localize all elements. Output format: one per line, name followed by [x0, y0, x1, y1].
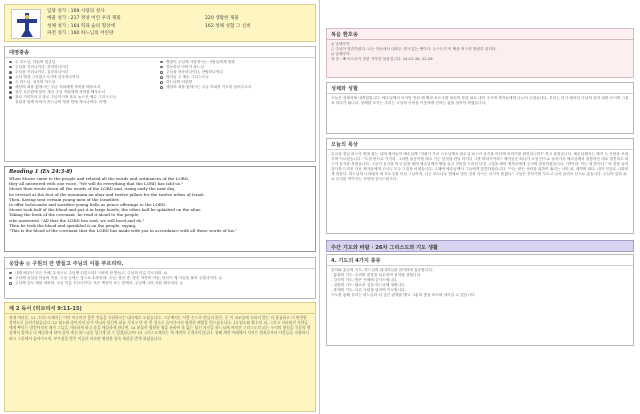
right-page — [320, 0, 640, 414]
priest-dot-icon — [9, 91, 12, 94]
weekly-line: 찬미와 흠숭의 기도: 하느님의 위대하심을 찬미하며 흠숭합니다. — [331, 267, 434, 272]
second-reading-box — [4, 302, 316, 412]
weekly-title: 4. 기도의 4가지 종류 — [327, 255, 633, 266]
reading-line: who answered, "All that the LORD has said, we will heed and do." — [9, 217, 145, 223]
homily-text: 무교절 첫날 파스카 양을 잡는 날에 제자들이 예수님께 "저희가 가서 스승님께서 잡수실 파스카 음식을 어디에 차리기를 원하십니까?" 하고 물었습니다. 예수님께서는 제자 두 사람을 보내시며 이르셨습니다. "도성 안으로 가거라. 그러면 물동이를 메고 가는 남자를 만날 터이니 그를 따라가거라." 제자들은 떠나가 도성 안으로 들어가서 예수님께서 말씀하신 대로 발견하고 파스카 음식을 차렸습니다. 그들이 음식을 먹고 있을 때에 예수님께서 빵을 들고 찬미를 드리신 다음 그것을 떼어 제자들에게 주시며 말씀하셨습니다. "받아라. 이는 내 몸이다." 또 잔을 들어 감사를 드리신 다음 제자들에게 주시니 모두 그것을 마셨습니다. 그때에 예수님께서 그들에게 말씀하셨습니다. "이는 많은 사람을 위하여 흘리는 나의 피, 계약의 피다. 내가 진실로 너희에게 말한다. 하느님의 나라에서 새 포도주를 마실 그날까지, 나는 포도나무 열매로 빚은 것을 다시는 마시지 않겠다." 그들은 찬미가를 부르고 나서 올리브 산으로 갔습니다. 주님의 살과 피로 우리를 먹이시는 사랑에 감사드립시다. — [331, 151, 629, 181]
reading-line: Moses took half of the blood and put it in large bowls; the other half he splashed on the altar. — [9, 207, 202, 213]
people-dot-icon — [160, 61, 163, 64]
weekly-line: - 감사의 기도: 받은 은혜에 감사드립니다. — [331, 277, 398, 282]
hymn-offertory-alt: 220 생활한 제물 — [205, 16, 239, 22]
second-reading-title: 제 2 독서 (히브리서 9:11-15) — [5, 303, 315, 314]
priest-dot-icon — [9, 76, 12, 79]
people-dot-icon — [160, 76, 163, 79]
verse-dot-icon — [9, 282, 12, 285]
psalm-verse — [9, 281, 311, 286]
reflection-text: 오늘은 성체성혈 대축일입니다. 예수님께서 마지막 만찬 때 빵과 포도주를 당신의 몸과 피로 내어 주시며 제자들에게 나누어 주셨습니다. 우리는 미사 때마다 주님의 살과 피를 모시며 그분과 하나가 됩니다. 성체를 모시는 우리는 주님의 사랑을 이웃에게 전하는 삶을 살아야 하겠습니다. — [331, 95, 629, 105]
reading-line: he erected at the foot of the mountain an altar and twelve pillars for the twelve tribes of Israel. — [9, 191, 205, 197]
homily-box — [326, 138, 634, 234]
gloria-verse-text: 영광이 주님께 사랑하시는 사람들에게 평화 — [166, 59, 235, 64]
hymn-offertory: 예물 성가 : 217 정성 어린 우리 제물 — [47, 16, 121, 22]
reading-line: When Moses came to the people and related all the words and ordinances of the LORD, — [9, 176, 190, 181]
alleluia-verse: ○ 주님이 말씀하셨다. 나는 하늘에서 내려온 살아 있는 빵이다. 누구든지 이 빵을 먹으면 영원히 살리라. — [331, 46, 497, 51]
gloria-verse-text: 세상의 죄를 없애시는 주님 저희의 기도를 들어주소서 — [166, 84, 252, 89]
weekly-line: - 청원의 기도: 필요한 것을 하느님께 청합니다. — [331, 282, 406, 287]
reading-line: Then he took the blood and sprinkled it on the people, saying, — [9, 222, 137, 228]
people-dot-icon — [160, 66, 163, 69]
gloria-verse-text: 하느님의 어린양 — [166, 79, 193, 84]
reading-body — [5, 176, 315, 233]
weekly-banner: 주간 기도와 바람 · 26차 그리스도와 기도 생활 — [326, 240, 634, 252]
priest-dot-icon — [9, 66, 12, 69]
gloria-verse-text: 주 하느님, 성부의 아드님 — [15, 79, 56, 84]
reading-line: "This is the blood of the covenant that the LORD has made with you in accordance with all these words of his." — [9, 228, 238, 234]
psalm-box — [4, 257, 316, 299]
weekly-line: - 통회의 기도: 우리의 잘못을 뉘우치며 용서를 청합니다. — [331, 272, 422, 277]
gloria-box — [4, 46, 316, 162]
priest-dot-icon — [9, 71, 12, 74]
weekly-closing: 기도를 통해 우리는 하느님과 더 깊은 관계를 맺고 그분의 뜻을 따르며 살아갈 수 있습니다. — [331, 292, 476, 297]
alleluia-title: 복음 환호송 — [327, 29, 633, 40]
priest-dot-icon — [9, 96, 12, 99]
reading-title: Reading 1 (Ex 24:3-8) — [9, 169, 73, 175]
people-dot-icon — [160, 81, 163, 84]
reflection-box — [326, 82, 634, 134]
alleluia-line: ◎ 알렐루야 — [331, 41, 350, 46]
psalm-verse-text: 주님께 감사 제물 바치며, 주님 이름 부르나이다. 모든 백성이 보는 앞에서, 주님께 나의 서원 채우리라. ◎ — [15, 280, 183, 285]
gloria-verse-text: 홀로 거룩하시고 홀로 주님이시며 홀로 높으신 예수 그리스도님 — [15, 95, 116, 100]
verse-dot-icon — [9, 277, 12, 280]
alleluia-line: ◎ 알렐루야. — [331, 51, 351, 56]
gloria-verse-text: 성부 오른편에 앉아 계신 주님 저희에게 자비를 베푸소서 — [15, 90, 106, 95]
gloria-body — [5, 58, 315, 107]
alleluia-box — [326, 28, 634, 78]
gloria-verse-text: 주님 영광 그지없으시기에 감사하나이다 — [15, 74, 80, 79]
weekly-box — [326, 254, 634, 346]
people-dot-icon — [160, 86, 163, 89]
gloria-title: 대영광송 — [5, 47, 315, 58]
psalm-body — [5, 269, 315, 287]
gloria-verse-text: 주님을 기리나이다, 찬미하나이다 — [15, 64, 69, 69]
reading-line: they all answered with one voice, "We will do everything that the LORD has told us." — [9, 181, 184, 187]
psalm-title: 응답송 ◎ 구원의 잔 받들고 주님의 이름 부르리라. — [5, 258, 315, 269]
gloria-verse-text: 주 하느님, 하늘의 임금님 — [15, 59, 56, 64]
verse-dot-icon — [9, 272, 12, 275]
cross-figure-icon — [11, 9, 41, 39]
people-dot-icon — [160, 71, 163, 74]
priest-dot-icon — [9, 61, 12, 64]
weekly-line: - 중재의 기도: 다른 사람을 위하여 기도합니다. — [331, 287, 406, 292]
gospel-reference: 복 음 : ✠ 마르코가 전한 거룩한 복음입니다. 14:12-16, 22-26 — [331, 56, 433, 61]
hymn-communion-alt: 162 성체 성혈 그 신비 — [205, 23, 251, 29]
gloria-closing: 성령과 함께 아버지 하느님의 영광 안에 계시나이다. 아멘. — [15, 100, 108, 105]
gloria-verse-text: 외아들 주 예수 그리스도님 — [166, 74, 209, 79]
priest-dot-icon — [9, 81, 12, 84]
hymn-header — [4, 4, 316, 42]
reading-line: Then, having sent certain young men of the Israelites — [9, 196, 119, 202]
priest-dot-icon — [9, 86, 12, 89]
gloria-verse-text: 주님을 찬송하나이다, 찬양하나이다 — [166, 69, 223, 74]
homily-title: 오늘의 묵상 — [327, 139, 633, 150]
hymn-communion: 성체 성가 : 164 떡과 술의 형상에 — [47, 23, 115, 29]
hymn-entrance: 입당 성가 : 169 사랑의 성사 — [47, 9, 105, 14]
second-reading-text: 형제 여러분, 11 그리스도께서는 이미 이루어진 좋은 것들을 주관하시는 대사제로 오셨습니다. 그분께서는 사람 손으로 만들지 않은, 곧 이 피조물에 속하지 않는 더 훌륭하고 더 완전한 성막으로 들어가셨습니다. 12 염소와 송아지의 피가 아니라 당신의 피를 가지고 단 한 번 성소로 들어가시어 영원한 해방을 얻으셨습니다. 13 염소와 황소의 피, 그리고 더러워진 사람들에게 뿌리는 암송아지의 재가 그들을 거룩하게 하고 몸을 깨끗하게 한다면, 14 하물며 영원한 영을 통하여 흠 없는 당신 자신을 하느님께 바치신 그리스도의 피는 우리의 양심을 죽음의 행실에서 얼마나 더 깨끗하게 하여 살아 계신 하느님을 섬기게 할 수 있겠습니까? 15 그리스도께서는 새 계약의 중개자이십니다. 첫째 계약 아래에서 저지른 범죄로부터 사람들을 속량하시려고 그분께서 돌아가시어, 부르심을 받은 이들이 약속된 영원한 상속 재산을 받게 하셨습니다. — [9, 315, 311, 341]
gloria-verse-text: 세상의 죄를 없애시는 주님 저희에게 자비를 베푸소서 — [15, 84, 101, 89]
reading-line: to offer holocausts and sacrifice young bulls as peace offerings to the LORD, — [9, 202, 167, 208]
reading-line: Moses then wrote down all the words of the LORD and, rising early the next day, — [9, 186, 176, 192]
reading-box — [4, 166, 316, 252]
psalm-verse-text: 내게 베푸신 모든 은혜, 무엇으로 주님께 되갚으랴? 구원의 잔 받들고, 주님의 이름 부르리라. ◎ — [15, 270, 168, 275]
gloria-verse-text: 전능하신 아버지 하느님 — [166, 64, 204, 69]
reflection-title: 성체와 성혈 — [327, 83, 633, 94]
psalm-verse-text: 주님께 성실한 이들의 죽음, 주님 눈에는 참으로 소중하네. 주님, 당신 종, 당신 여종의 아들, 당신이 제 사슬을 풀어 주셨나이다. ◎ — [15, 275, 223, 280]
hymn-dismissal: 파견 성가 : 160 하느님의 어린양 — [47, 31, 114, 37]
reading-line: Taking the book of the covenant, he read it aloud to the people, — [9, 212, 140, 218]
gloria-verse-text: 주님을 기리나이다, 흠숭하나이다 — [15, 69, 69, 74]
